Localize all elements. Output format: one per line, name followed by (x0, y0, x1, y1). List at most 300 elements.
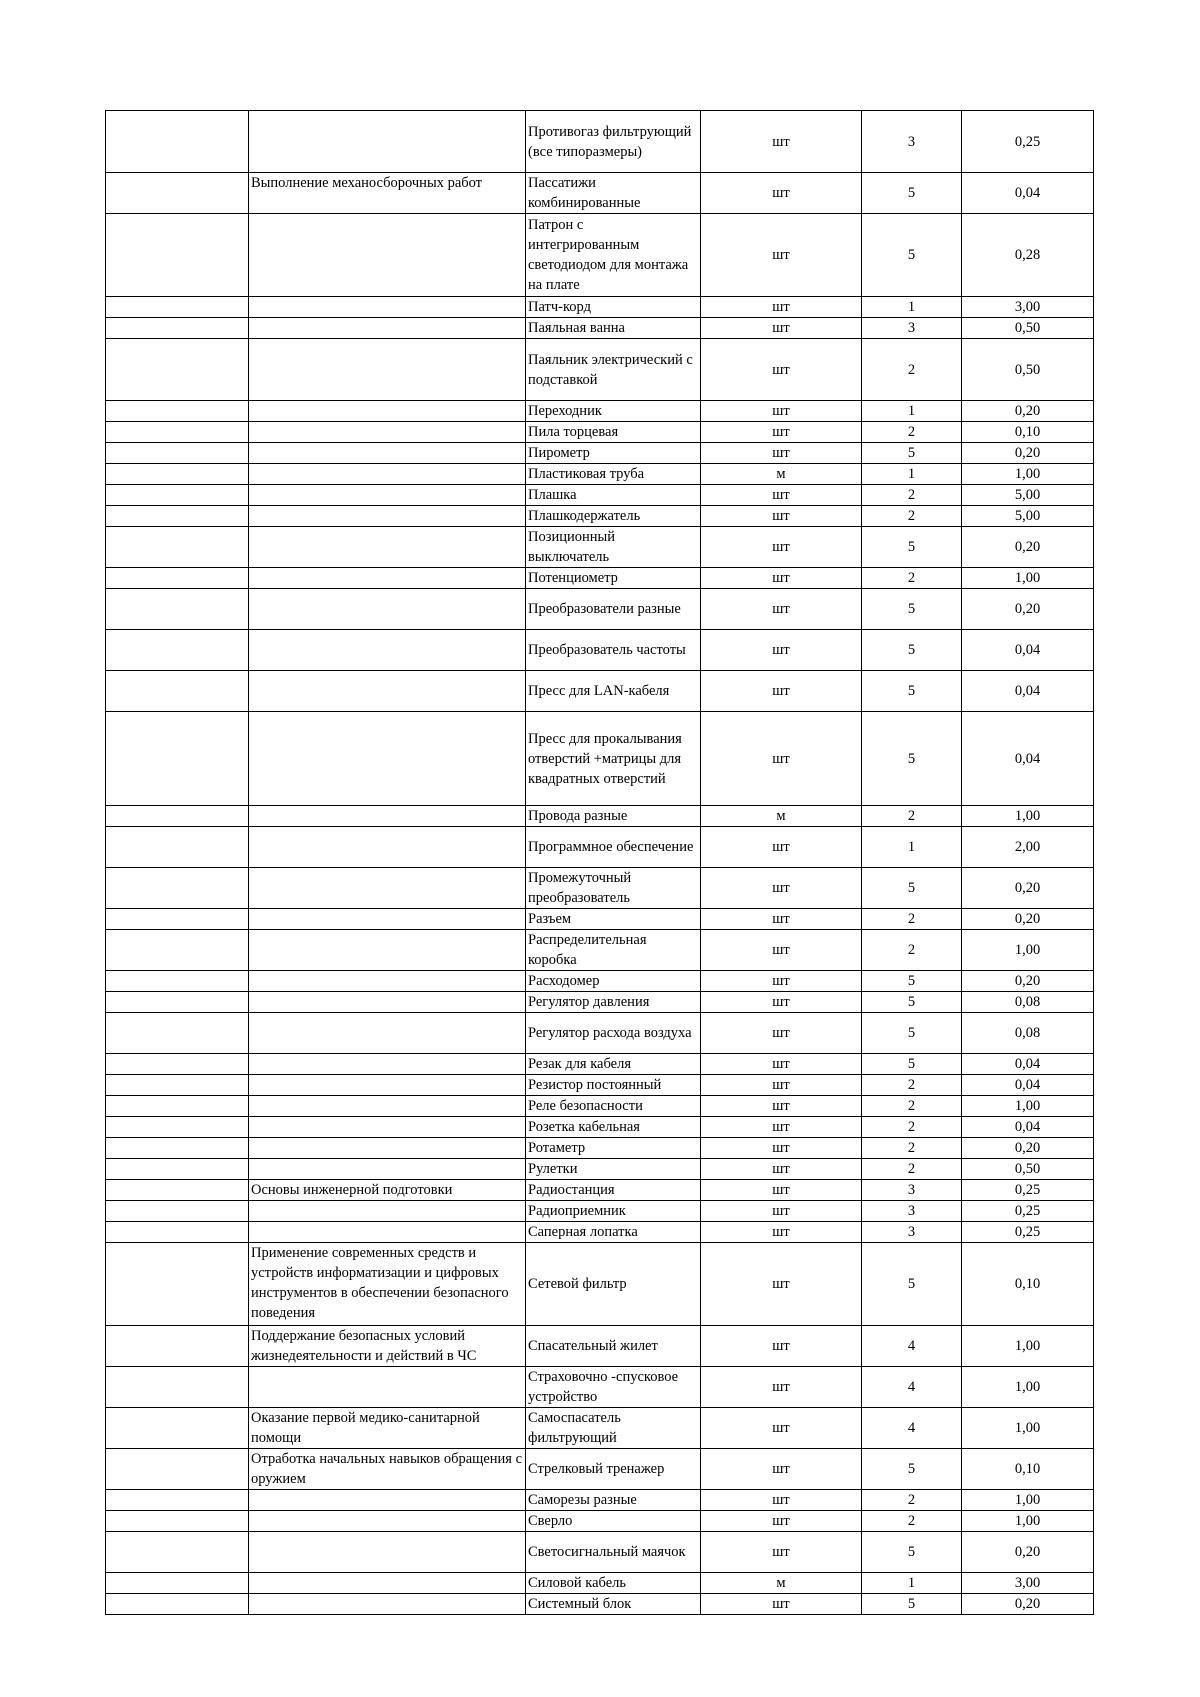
row-section-cell: Отработка начальных навыков обращения с оружием (249, 1449, 526, 1490)
row-coefficient: 0,20 (962, 868, 1094, 909)
row-quantity: 2 (862, 485, 962, 506)
table-row (106, 1532, 1094, 1573)
table-row (106, 1201, 1094, 1222)
row-quantity: 2 (862, 506, 962, 527)
row-item-name: Пила торцевая (526, 422, 701, 443)
row-item-name: Силовой кабель (526, 1573, 701, 1594)
row-item-name: Системный блок (526, 1594, 701, 1615)
row-quantity: 5 (862, 868, 962, 909)
table-row (106, 111, 1094, 173)
row-unit: шт (701, 1408, 862, 1449)
table-row (106, 339, 1094, 401)
table-row (106, 1096, 1094, 1117)
row-section-cell (249, 909, 526, 930)
row-item-name: Плашкодержатель (526, 506, 701, 527)
row-section-cell (249, 443, 526, 464)
row-unit: шт (701, 1201, 862, 1222)
row-coefficient: 1,00 (962, 1511, 1094, 1532)
row-unit: шт (701, 1159, 862, 1180)
row-section-cell (249, 1013, 526, 1054)
table-row (106, 297, 1094, 318)
table-row (106, 1511, 1094, 1532)
table-row (106, 568, 1094, 589)
row-section-cell (249, 1054, 526, 1075)
row-number-cell (106, 1159, 249, 1180)
row-number-cell (106, 971, 249, 992)
row-coefficient: 1,00 (962, 1490, 1094, 1511)
row-unit: шт (701, 712, 862, 806)
row-unit: шт (701, 827, 862, 868)
row-item-name: Расходомер (526, 971, 701, 992)
table-row (106, 868, 1094, 909)
row-quantity: 5 (862, 1013, 962, 1054)
row-item-name: Светосигнальный маячок (526, 1532, 701, 1573)
table-row (106, 401, 1094, 422)
row-unit: шт (701, 1013, 862, 1054)
row-number-cell (106, 1573, 249, 1594)
row-coefficient: 0,08 (962, 1013, 1094, 1054)
row-item-name: Резак для кабеля (526, 1054, 701, 1075)
table-row (106, 992, 1094, 1013)
row-coefficient: 0,20 (962, 527, 1094, 568)
row-coefficient: 3,00 (962, 1573, 1094, 1594)
row-coefficient: 0,04 (962, 630, 1094, 671)
row-quantity: 5 (862, 630, 962, 671)
row-unit: шт (701, 1594, 862, 1615)
table-row (106, 1013, 1094, 1054)
row-section-cell (249, 214, 526, 297)
row-coefficient: 0,20 (962, 909, 1094, 930)
row-item-name: Радиоприемник (526, 1201, 701, 1222)
row-section-cell (249, 1201, 526, 1222)
row-number-cell (106, 1490, 249, 1511)
table-row (106, 1243, 1094, 1326)
row-unit: шт (701, 1222, 862, 1243)
row-section-cell: Поддержание безопасных условий жизнедеятельности и действий в ЧС (249, 1326, 526, 1367)
row-quantity: 2 (862, 930, 962, 971)
row-section-cell: Применение современных средств и устройств информатизации и цифровых инструментов в обеспечении безопасного поведения (249, 1243, 526, 1326)
row-section-cell (249, 527, 526, 568)
row-quantity: 2 (862, 1117, 962, 1138)
equipment-table (105, 110, 1094, 1615)
row-quantity: 3 (862, 1201, 962, 1222)
row-number-cell (106, 173, 249, 214)
row-quantity: 2 (862, 422, 962, 443)
row-unit: шт (701, 630, 862, 671)
row-number-cell (106, 422, 249, 443)
row-quantity: 5 (862, 1054, 962, 1075)
row-unit: шт (701, 506, 862, 527)
row-unit: м (701, 806, 862, 827)
row-item-name: Потенциометр (526, 568, 701, 589)
row-item-name: Пассатижи комбинированные (526, 173, 701, 214)
row-section-cell (249, 1367, 526, 1408)
row-item-name: Спасательный жилет (526, 1326, 701, 1367)
row-number-cell (106, 111, 249, 173)
row-quantity: 4 (862, 1326, 962, 1367)
row-item-name: Рулетки (526, 1159, 701, 1180)
row-item-name: Реле безопасности (526, 1096, 701, 1117)
row-section-cell (249, 1159, 526, 1180)
row-item-name: Регулятор давления (526, 992, 701, 1013)
row-section-cell (249, 1573, 526, 1594)
row-unit: шт (701, 1449, 862, 1490)
table-row (106, 630, 1094, 671)
row-unit: шт (701, 111, 862, 173)
row-unit: шт (701, 868, 862, 909)
row-item-name: Саперная лопатка (526, 1222, 701, 1243)
row-section-cell (249, 422, 526, 443)
row-quantity: 4 (862, 1408, 962, 1449)
row-number-cell (106, 1117, 249, 1138)
row-quantity: 5 (862, 173, 962, 214)
table-row (106, 909, 1094, 930)
row-quantity: 2 (862, 1159, 962, 1180)
row-coefficient: 0,04 (962, 712, 1094, 806)
row-number-cell (106, 1054, 249, 1075)
row-section-cell (249, 589, 526, 630)
row-unit: шт (701, 1096, 862, 1117)
table-row (106, 1222, 1094, 1243)
table-row (106, 1367, 1094, 1408)
row-unit: шт (701, 1532, 862, 1573)
row-number-cell (106, 1532, 249, 1573)
row-coefficient: 1,00 (962, 1408, 1094, 1449)
row-quantity: 5 (862, 214, 962, 297)
row-coefficient: 0,20 (962, 1532, 1094, 1573)
row-number-cell (106, 992, 249, 1013)
row-item-name: Стрелковый тренажер (526, 1449, 701, 1490)
row-quantity: 5 (862, 712, 962, 806)
row-section-cell (249, 1490, 526, 1511)
row-quantity: 5 (862, 527, 962, 568)
row-item-name: Пресс для LAN-кабеля (526, 671, 701, 712)
row-coefficient: 0,25 (962, 1201, 1094, 1222)
row-section-cell (249, 630, 526, 671)
row-section-cell (249, 671, 526, 712)
row-quantity: 3 (862, 318, 962, 339)
row-item-name: Саморезы разные (526, 1490, 701, 1511)
row-section-cell: Основы инженерной подготовки (249, 1180, 526, 1201)
row-item-name: Патрон с интегрированным светодиодом для монтажа на плате (526, 214, 701, 297)
row-unit: шт (701, 297, 862, 318)
row-section-cell (249, 1594, 526, 1615)
row-quantity: 1 (862, 827, 962, 868)
row-unit: шт (701, 1243, 862, 1326)
row-number-cell (106, 339, 249, 401)
row-coefficient: 0,20 (962, 589, 1094, 630)
row-section-cell (249, 827, 526, 868)
table-row (106, 464, 1094, 485)
row-item-name: Плашка (526, 485, 701, 506)
row-quantity: 5 (862, 671, 962, 712)
row-coefficient: 0,10 (962, 1449, 1094, 1490)
row-quantity: 3 (862, 1180, 962, 1201)
row-unit: шт (701, 1138, 862, 1159)
row-item-name: Разъем (526, 909, 701, 930)
row-item-name: Паяльник электрический с подставкой (526, 339, 701, 401)
row-number-cell (106, 1367, 249, 1408)
row-item-name: Пластиковая труба (526, 464, 701, 485)
row-coefficient: 0,04 (962, 173, 1094, 214)
table-row (106, 1138, 1094, 1159)
row-unit: шт (701, 1326, 862, 1367)
row-quantity: 2 (862, 339, 962, 401)
table-row (106, 930, 1094, 971)
row-number-cell (106, 589, 249, 630)
row-coefficient: 0,04 (962, 1117, 1094, 1138)
row-unit: шт (701, 443, 862, 464)
row-quantity: 2 (862, 1138, 962, 1159)
row-quantity: 5 (862, 1449, 962, 1490)
row-number-cell (106, 671, 249, 712)
row-number-cell (106, 1408, 249, 1449)
row-unit: шт (701, 485, 862, 506)
row-coefficient: 0,10 (962, 1243, 1094, 1326)
table-row (106, 589, 1094, 630)
row-coefficient: 0,10 (962, 422, 1094, 443)
table-row (106, 506, 1094, 527)
row-coefficient: 3,00 (962, 297, 1094, 318)
row-number-cell (106, 868, 249, 909)
row-section-cell (249, 1096, 526, 1117)
row-number-cell (106, 1326, 249, 1367)
row-quantity: 1 (862, 1573, 962, 1594)
row-number-cell (106, 401, 249, 422)
row-coefficient: 0,20 (962, 971, 1094, 992)
table-row (106, 527, 1094, 568)
table-row (106, 1075, 1094, 1096)
row-coefficient: 0,04 (962, 671, 1094, 712)
row-item-name: Пирометр (526, 443, 701, 464)
row-coefficient: 0,25 (962, 1222, 1094, 1243)
row-unit: шт (701, 214, 862, 297)
row-section-cell (249, 1511, 526, 1532)
row-item-name: Регулятор расхода воздуха (526, 1013, 701, 1054)
row-unit: шт (701, 568, 862, 589)
row-item-name: Пресс для прокалывания отверстий +матрицы для квадратных отверстий (526, 712, 701, 806)
row-coefficient: 1,00 (962, 930, 1094, 971)
row-number-cell (106, 1222, 249, 1243)
row-number-cell (106, 318, 249, 339)
row-unit: шт (701, 1054, 862, 1075)
row-section-cell (249, 506, 526, 527)
row-unit: шт (701, 318, 862, 339)
row-item-name: Противогаз фильтрующий (все типоразмеры) (526, 111, 701, 173)
row-quantity: 5 (862, 1594, 962, 1615)
row-item-name: Самоспасатель фильтрующий (526, 1408, 701, 1449)
row-unit: м (701, 1573, 862, 1594)
row-coefficient: 0,20 (962, 443, 1094, 464)
row-unit: шт (701, 339, 862, 401)
row-unit: шт (701, 1490, 862, 1511)
row-number-cell (106, 1201, 249, 1222)
table-row (106, 318, 1094, 339)
row-coefficient: 2,00 (962, 827, 1094, 868)
table-row (106, 1408, 1094, 1449)
row-item-name: Переходник (526, 401, 701, 422)
row-coefficient: 1,00 (962, 568, 1094, 589)
table-row (106, 443, 1094, 464)
row-number-cell (106, 1243, 249, 1326)
row-quantity: 1 (862, 464, 962, 485)
row-item-name: Патч-корд (526, 297, 701, 318)
row-quantity: 1 (862, 401, 962, 422)
row-unit: шт (701, 401, 862, 422)
table-row (106, 214, 1094, 297)
row-number-cell (106, 909, 249, 930)
row-coefficient: 0,20 (962, 1138, 1094, 1159)
row-unit: шт (701, 1511, 862, 1532)
row-coefficient: 0,04 (962, 1075, 1094, 1096)
row-quantity: 5 (862, 1243, 962, 1326)
row-section-cell: Оказание первой медико-санитарной помощи (249, 1408, 526, 1449)
row-number-cell (106, 568, 249, 589)
row-quantity: 5 (862, 443, 962, 464)
row-item-name: Розетка кабельная (526, 1117, 701, 1138)
row-number-cell (106, 1594, 249, 1615)
row-unit: шт (701, 971, 862, 992)
table-row (106, 485, 1094, 506)
row-item-name: Преобразователь частоты (526, 630, 701, 671)
row-number-cell (106, 1013, 249, 1054)
row-quantity: 2 (862, 1096, 962, 1117)
table-row (106, 671, 1094, 712)
row-section-cell (249, 712, 526, 806)
row-quantity: 3 (862, 111, 962, 173)
row-unit: шт (701, 671, 862, 712)
row-item-name: Сетевой фильтр (526, 1243, 701, 1326)
row-number-cell (106, 485, 249, 506)
row-quantity: 1 (862, 297, 962, 318)
row-coefficient: 0,20 (962, 401, 1094, 422)
row-coefficient: 1,00 (962, 1326, 1094, 1367)
table-row (106, 173, 1094, 214)
row-quantity: 5 (862, 1532, 962, 1573)
row-number-cell (106, 1511, 249, 1532)
row-quantity: 2 (862, 1075, 962, 1096)
row-coefficient: 5,00 (962, 485, 1094, 506)
row-number-cell (106, 443, 249, 464)
row-coefficient: 1,00 (962, 806, 1094, 827)
row-section-cell (249, 930, 526, 971)
row-number-cell (106, 1096, 249, 1117)
row-number-cell (106, 712, 249, 806)
row-coefficient: 0,08 (962, 992, 1094, 1013)
row-number-cell (106, 527, 249, 568)
row-number-cell (106, 297, 249, 318)
row-item-name: Преобразователи разные (526, 589, 701, 630)
row-unit: шт (701, 909, 862, 930)
table-row (106, 712, 1094, 806)
row-number-cell (106, 1075, 249, 1096)
row-section-cell (249, 1075, 526, 1096)
equipment-table-body (106, 111, 1094, 1615)
row-coefficient: 0,04 (962, 1054, 1094, 1075)
row-item-name: Программное обеспечение (526, 827, 701, 868)
row-item-name: Распределительная коробка (526, 930, 701, 971)
row-section-cell (249, 485, 526, 506)
row-coefficient: 0,25 (962, 1180, 1094, 1201)
table-row (106, 1180, 1094, 1201)
table-row (106, 1326, 1094, 1367)
row-number-cell (106, 1449, 249, 1490)
row-number-cell (106, 214, 249, 297)
row-section-cell (249, 1117, 526, 1138)
row-number-cell (106, 506, 249, 527)
row-number-cell (106, 806, 249, 827)
row-section-cell (249, 1138, 526, 1159)
table-row (106, 1573, 1094, 1594)
row-section-cell (249, 1222, 526, 1243)
row-number-cell (106, 1138, 249, 1159)
table-row (106, 1117, 1094, 1138)
row-section-cell (249, 297, 526, 318)
row-unit: шт (701, 1117, 862, 1138)
row-coefficient: 1,00 (962, 464, 1094, 485)
row-quantity: 4 (862, 1367, 962, 1408)
row-number-cell (106, 827, 249, 868)
row-item-name: Позиционный выключатель (526, 527, 701, 568)
row-section-cell (249, 1532, 526, 1573)
row-number-cell (106, 464, 249, 485)
row-coefficient: 1,00 (962, 1367, 1094, 1408)
row-section-cell: Выполнение механосборочных работ (249, 173, 526, 214)
row-unit: шт (701, 992, 862, 1013)
row-quantity: 5 (862, 589, 962, 630)
row-section-cell (249, 339, 526, 401)
row-coefficient: 1,00 (962, 1096, 1094, 1117)
table-row (106, 1594, 1094, 1615)
table-row (106, 971, 1094, 992)
row-unit: шт (701, 589, 862, 630)
row-coefficient: 0,50 (962, 1159, 1094, 1180)
row-section-cell (249, 868, 526, 909)
row-number-cell (106, 630, 249, 671)
row-coefficient: 0,50 (962, 339, 1094, 401)
row-unit: шт (701, 1075, 862, 1096)
table-row (106, 1449, 1094, 1490)
row-number-cell (106, 1180, 249, 1201)
row-unit: шт (701, 422, 862, 443)
row-quantity: 2 (862, 568, 962, 589)
row-section-cell (249, 806, 526, 827)
row-item-name: Провода разные (526, 806, 701, 827)
row-unit: шт (701, 173, 862, 214)
row-quantity: 2 (862, 909, 962, 930)
row-item-name: Резистор постоянный (526, 1075, 701, 1096)
row-item-name: Радиостанция (526, 1180, 701, 1201)
row-quantity: 5 (862, 971, 962, 992)
table-row (106, 827, 1094, 868)
row-section-cell (249, 971, 526, 992)
row-unit: шт (701, 1180, 862, 1201)
row-quantity: 3 (862, 1222, 962, 1243)
row-item-name: Промежуточный преобразователь (526, 868, 701, 909)
row-section-cell (249, 401, 526, 422)
row-section-cell (249, 992, 526, 1013)
row-unit: шт (701, 527, 862, 568)
row-coefficient: 0,50 (962, 318, 1094, 339)
row-section-cell (249, 318, 526, 339)
row-section-cell (249, 464, 526, 485)
row-unit: шт (701, 1367, 862, 1408)
row-item-name: Сверло (526, 1511, 701, 1532)
row-quantity: 2 (862, 806, 962, 827)
table-row (106, 1159, 1094, 1180)
row-quantity: 2 (862, 1511, 962, 1532)
table-row (106, 1490, 1094, 1511)
